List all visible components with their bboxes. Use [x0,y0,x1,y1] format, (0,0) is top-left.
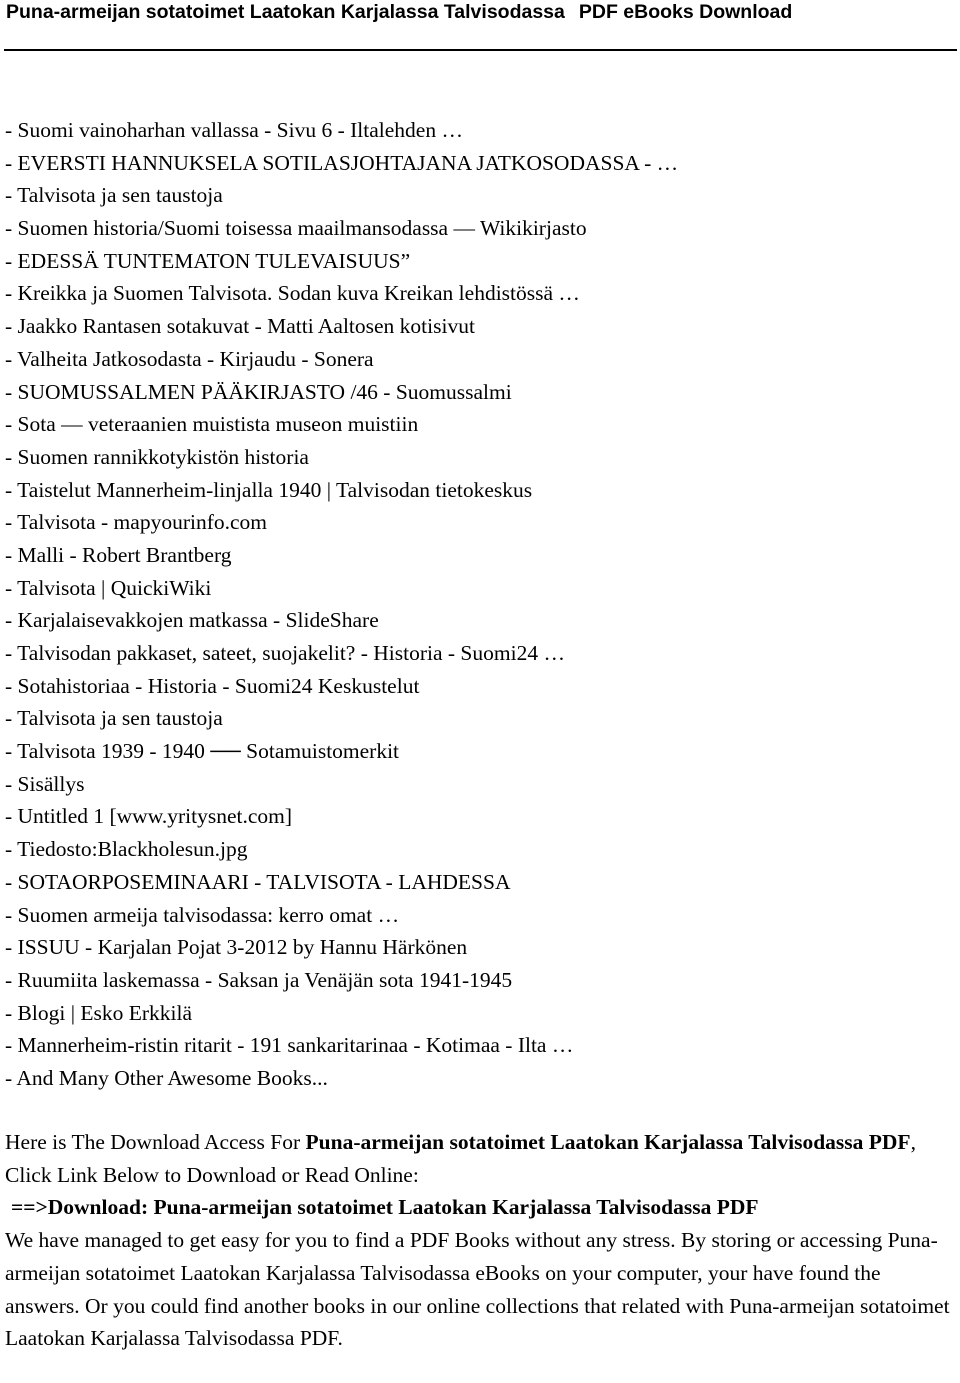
header-title: Puna-armeijan sotatoimet Laatokan Karjalassa Talvisodassa [6,1,565,23]
list-item: - Ruumiita laskemassa - Saksan ja Venäjän sota 1941-1945 [5,967,513,992]
list-item: - SUOMUSSALMEN PÄÄKIRJASTO /46 - Suomussalmi [5,379,512,404]
list-item: - Tiedosto:Blackholesun.jpg [5,837,248,862]
download-link-line [5,1191,955,1224]
list-item: - Talvisota | QuickiWiki [5,575,212,600]
download-intro-title: Puna-armeijan sotatoimet Laatokan Karjalassa Talvisodassa PDF [305,1130,911,1154]
list-item: - Untitled 1 [www.yritysnet.com] [5,804,293,829]
download-section [5,1126,955,1355]
header-divider [4,49,957,51]
list-item: - Sota — veteraanien muistista museon muistiin [5,412,419,437]
list-item: - Taistelut Mannerheim-linjalla 1940 | Talvisodan tietokeskus [5,477,533,502]
list-item: - Talvisota ja sen taustoja [5,706,223,731]
list-item: - Malli - Robert Brantberg [5,542,232,567]
list-item: - Talvisota 1939 - 1940 ── Sotamuistomerkit [5,739,400,764]
list-item: - EDESSÄ TUNTEMATON TULEVAISUUS” [5,248,411,273]
list-item: - Kreikka ja Suomen Talvisota. Sodan kuva Kreikan lehdistössä … [5,281,580,306]
list-item: - Suomi vainoharhan vallassa - Sivu 6 - Iltalehden … [5,118,463,142]
list-item: - ISSUU - Karjalan Pojat 3-2012 by Hannu Härkönen [5,935,468,960]
list-item: - EVERSTI HANNUKSELA SOTILASJOHTAJANA JATKOSODASSA - … [5,150,679,175]
download-intro-suffix: , Click Link Below to Download or Read Online: [5,1130,916,1187]
list-item: - Talvisodan pakkaset, sateet, suojakelit? - Historia - Suomi24 … [5,641,565,665]
list-item: - And Many Other Awesome Books... [5,1065,328,1090]
download-link[interactable]: ==>Download: Puna-armeijan sotatoimet Laatokan Karjalassa Talvisodassa PDF [11,1195,759,1220]
list-item: - Sisällys [5,771,85,796]
list-item: - Sotahistoriaa - Historia - Suomi24 Keskustelut [5,673,420,698]
download-intro-prefix: Here is The Download Access For [5,1130,306,1154]
list-item: - Mannerheim-ristin ritarit - 191 sankaritarinaa - Kotimaa - Ilta … [5,1033,574,1058]
list-item: - Talvisota ja sen taustoja [5,183,223,208]
download-intro [5,1126,955,1191]
list-item: - Karjalaisevakkojen matkassa - SlideShare [5,608,379,633]
list-item: - Valheita Jatkosodasta - Kirjaudu - Sonera [5,346,374,371]
list-item: - Suomen armeija talvisodassa: kerro omat … [5,902,400,927]
list-item: - SOTAORPOSEMINAARI - TALVISOTA - LAHDESSA [5,869,511,894]
list-item: - Suomen rannikkotykistön historia [5,444,309,469]
list-item: - Blogi | Esko Erkkilä [5,1000,193,1025]
list-item: - Jaakko Rantasen sotakuvat - Matti Aaltosen kotisivut [5,314,475,339]
header-subtitle: PDF eBooks Download [578,1,793,23]
book-list [5,114,678,1095]
page-header [6,0,956,24]
list-item: - Talvisota - mapyourinfo.com [5,510,268,535]
download-description: We have managed to get easy for you to find a PDF Books without any stress. By storing or accessing Puna-armeijan sotatoimet Laatokan Karjalassa Talvisodassa eBooks on your computer, your have found the answers. Or you could find another books in our online collections that related with Puna-armeijan sotatoimet Laatokan Karjalassa Talvisodassa PDF. [5,1228,950,1351]
list-item: - Suomen historia/Suomi toisessa maailmansodassa — Wikikirjasto [5,216,587,241]
